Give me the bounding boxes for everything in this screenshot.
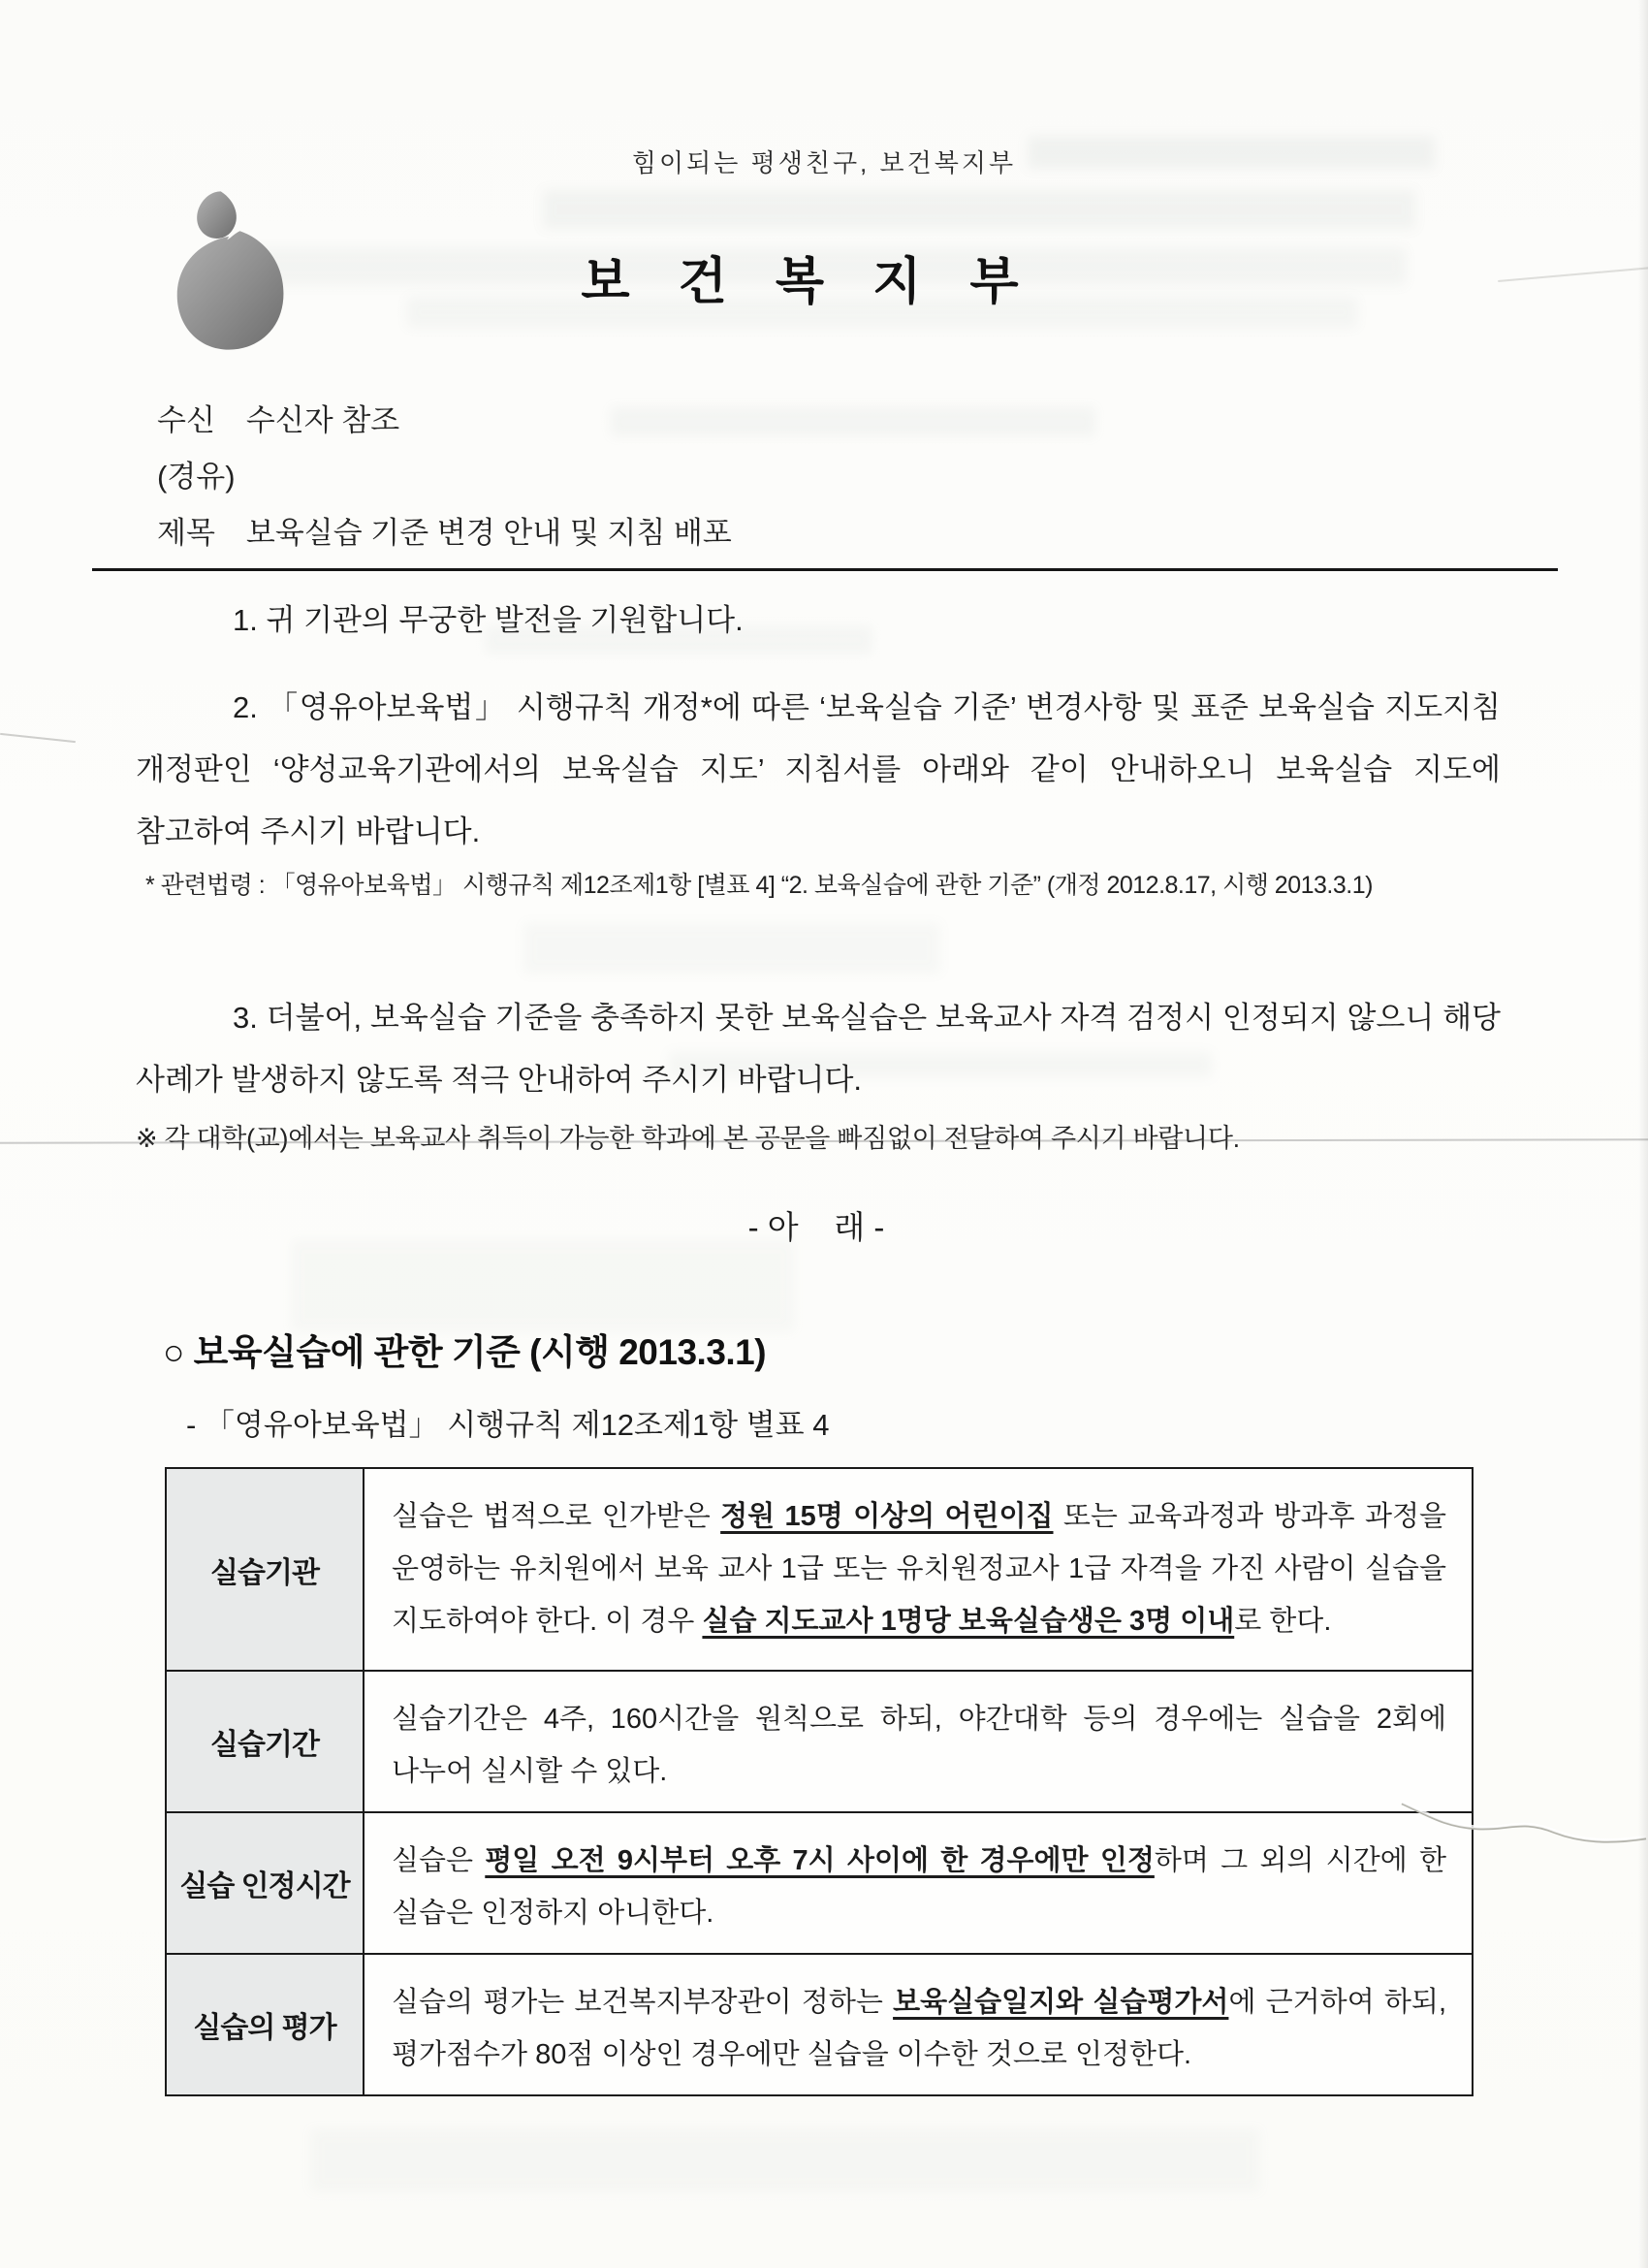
content-segment: 에 근거하여 하되, 평가점수가 80점 이상인 경우에만 실습을 이수한 것으로 인정한다. [392,1987,1446,2070]
table-row [167,1670,1472,1811]
row-content-cell [364,1672,1472,1811]
subject-label: 제목 [157,516,215,550]
below-divider-label: - 아 래 - [747,1209,885,1245]
scan-edge-shadow [1638,0,1648,2268]
content-segment-emphasis: 정원 15명 이상의 어린이집 [720,1501,1054,1532]
criteria-table [165,1467,1474,2096]
recipient-value: 수신자 참조 [245,403,400,437]
table-row [167,1469,1472,1670]
content-segment: 실습기간은 4주, 160시간을 원칙으로 하되, 야간대학 등의 경우에는 실습을 2회에 나누어 실시할 수 있다. [392,1704,1446,1787]
row-header-cell: 실습기관 [167,1469,364,1670]
content-segment-emphasis: 보육실습일지와 실습평가서 [893,1987,1229,2018]
document-meta [157,393,732,561]
recipient-label: 수신 [157,403,215,437]
row-header-cell: 실습기간 [167,1672,364,1811]
via-value: (경유) [157,460,236,494]
content-segment-emphasis: 실습 지도교사 1명당 보육실습생은 3명 이내 [702,1606,1235,1637]
paragraph-1: 1. 귀 기관의 무궁한 발전을 기원합니다. [233,603,744,637]
content-segment: 실습은 [392,1845,486,1876]
table-row [167,1953,1472,2094]
content-segment-emphasis: 평일 오전 9시부터 오후 7시 사이에 한 경우에만 인정 [485,1845,1155,1876]
subject-value: 보육실습 기준 변경 안내 및 지침 배포 [245,516,732,550]
content-segment: 또는 교육과정과 방과후 과정을 운영하는 유치원에서 보육 교사 1급 또는 유치원정교사 1급 자격을 가진 사람이 실습을 지도하여야 한다. 이 경우 [392,1501,1446,1637]
content-segment: 실습은 법적으로 인가받은 [392,1501,721,1532]
bleedthrough-artifact [310,2128,1260,2192]
paper-fold-crease [0,733,76,743]
row-header-cell: 실습 인정시간 [167,1813,364,1953]
row-header-cell: 실습의 평가 [167,1955,364,2094]
table-row [167,1811,1472,1953]
subject-row [157,505,732,561]
ministry-tagline: 힘이되는 평생친구, 보건복지부 [631,148,1017,177]
via-row [157,449,732,505]
header-divider-rule [92,568,1558,571]
legal-footnote: * 관련법령 : 「영유아보육법」 시행규칙 제12조제1항 [별표 4] “2. 보육실습에 관한 기준” (개정 2012.8.17, 시행 2013.3.1) [145,872,1373,899]
content-segment: 로 한다. [1234,1606,1332,1637]
row-content-cell [364,1813,1472,1953]
document-title: 보건복지부 [581,254,1067,310]
paragraph-3: 3. 더불어, 보육실습 기준을 충족하지 못한 보육실습은 보육교사 자격 검정시 인정되지 않으니 해당 사례가 발생하지 않도록 적극 안내하여 주시기 바랍니다. [136,1001,1501,1097]
row-content-cell [364,1955,1472,2094]
distribution-notice: ※ 각 대학(교)에서는 보육교사 취득이 가능한 학과에 본 공문을 빠짐없이 전달하여 주시기 바랍니다. [136,1124,1240,1153]
bleedthrough-artifact [523,923,940,974]
bleedthrough-artifact [291,1239,795,1332]
section-heading: ○ 보육실습에 관한 기준 (시행 2013.3.1) [163,1332,767,1372]
recipient-row [157,393,732,449]
bleedthrough-artifact [543,190,1415,229]
content-segment: 하며 그 외의 시간에 한 실습은 인정하지 아니한다. [392,1845,1446,1929]
paragraph-2: 2. 「영유아보육법」 시행규칙 개정*에 따른 ‘보육실습 기준’ 변경사항 및 표준 보육실습 지도지침 개정판인 ‘양성교육기관에서의 보육실습 지도’ 지침서를 아래와 같이 안내하오니 보육실습 지도에 참고하여 주시기 바랍니다. [136,690,1501,848]
row-content-cell [364,1469,1472,1670]
section-subheading: - 「영유아보육법」 시행규칙 제12조제1항 별표 4 [186,1408,830,1442]
content-segment: 실습의 평가는 보건복지부장관이 정하는 [392,1987,894,2018]
